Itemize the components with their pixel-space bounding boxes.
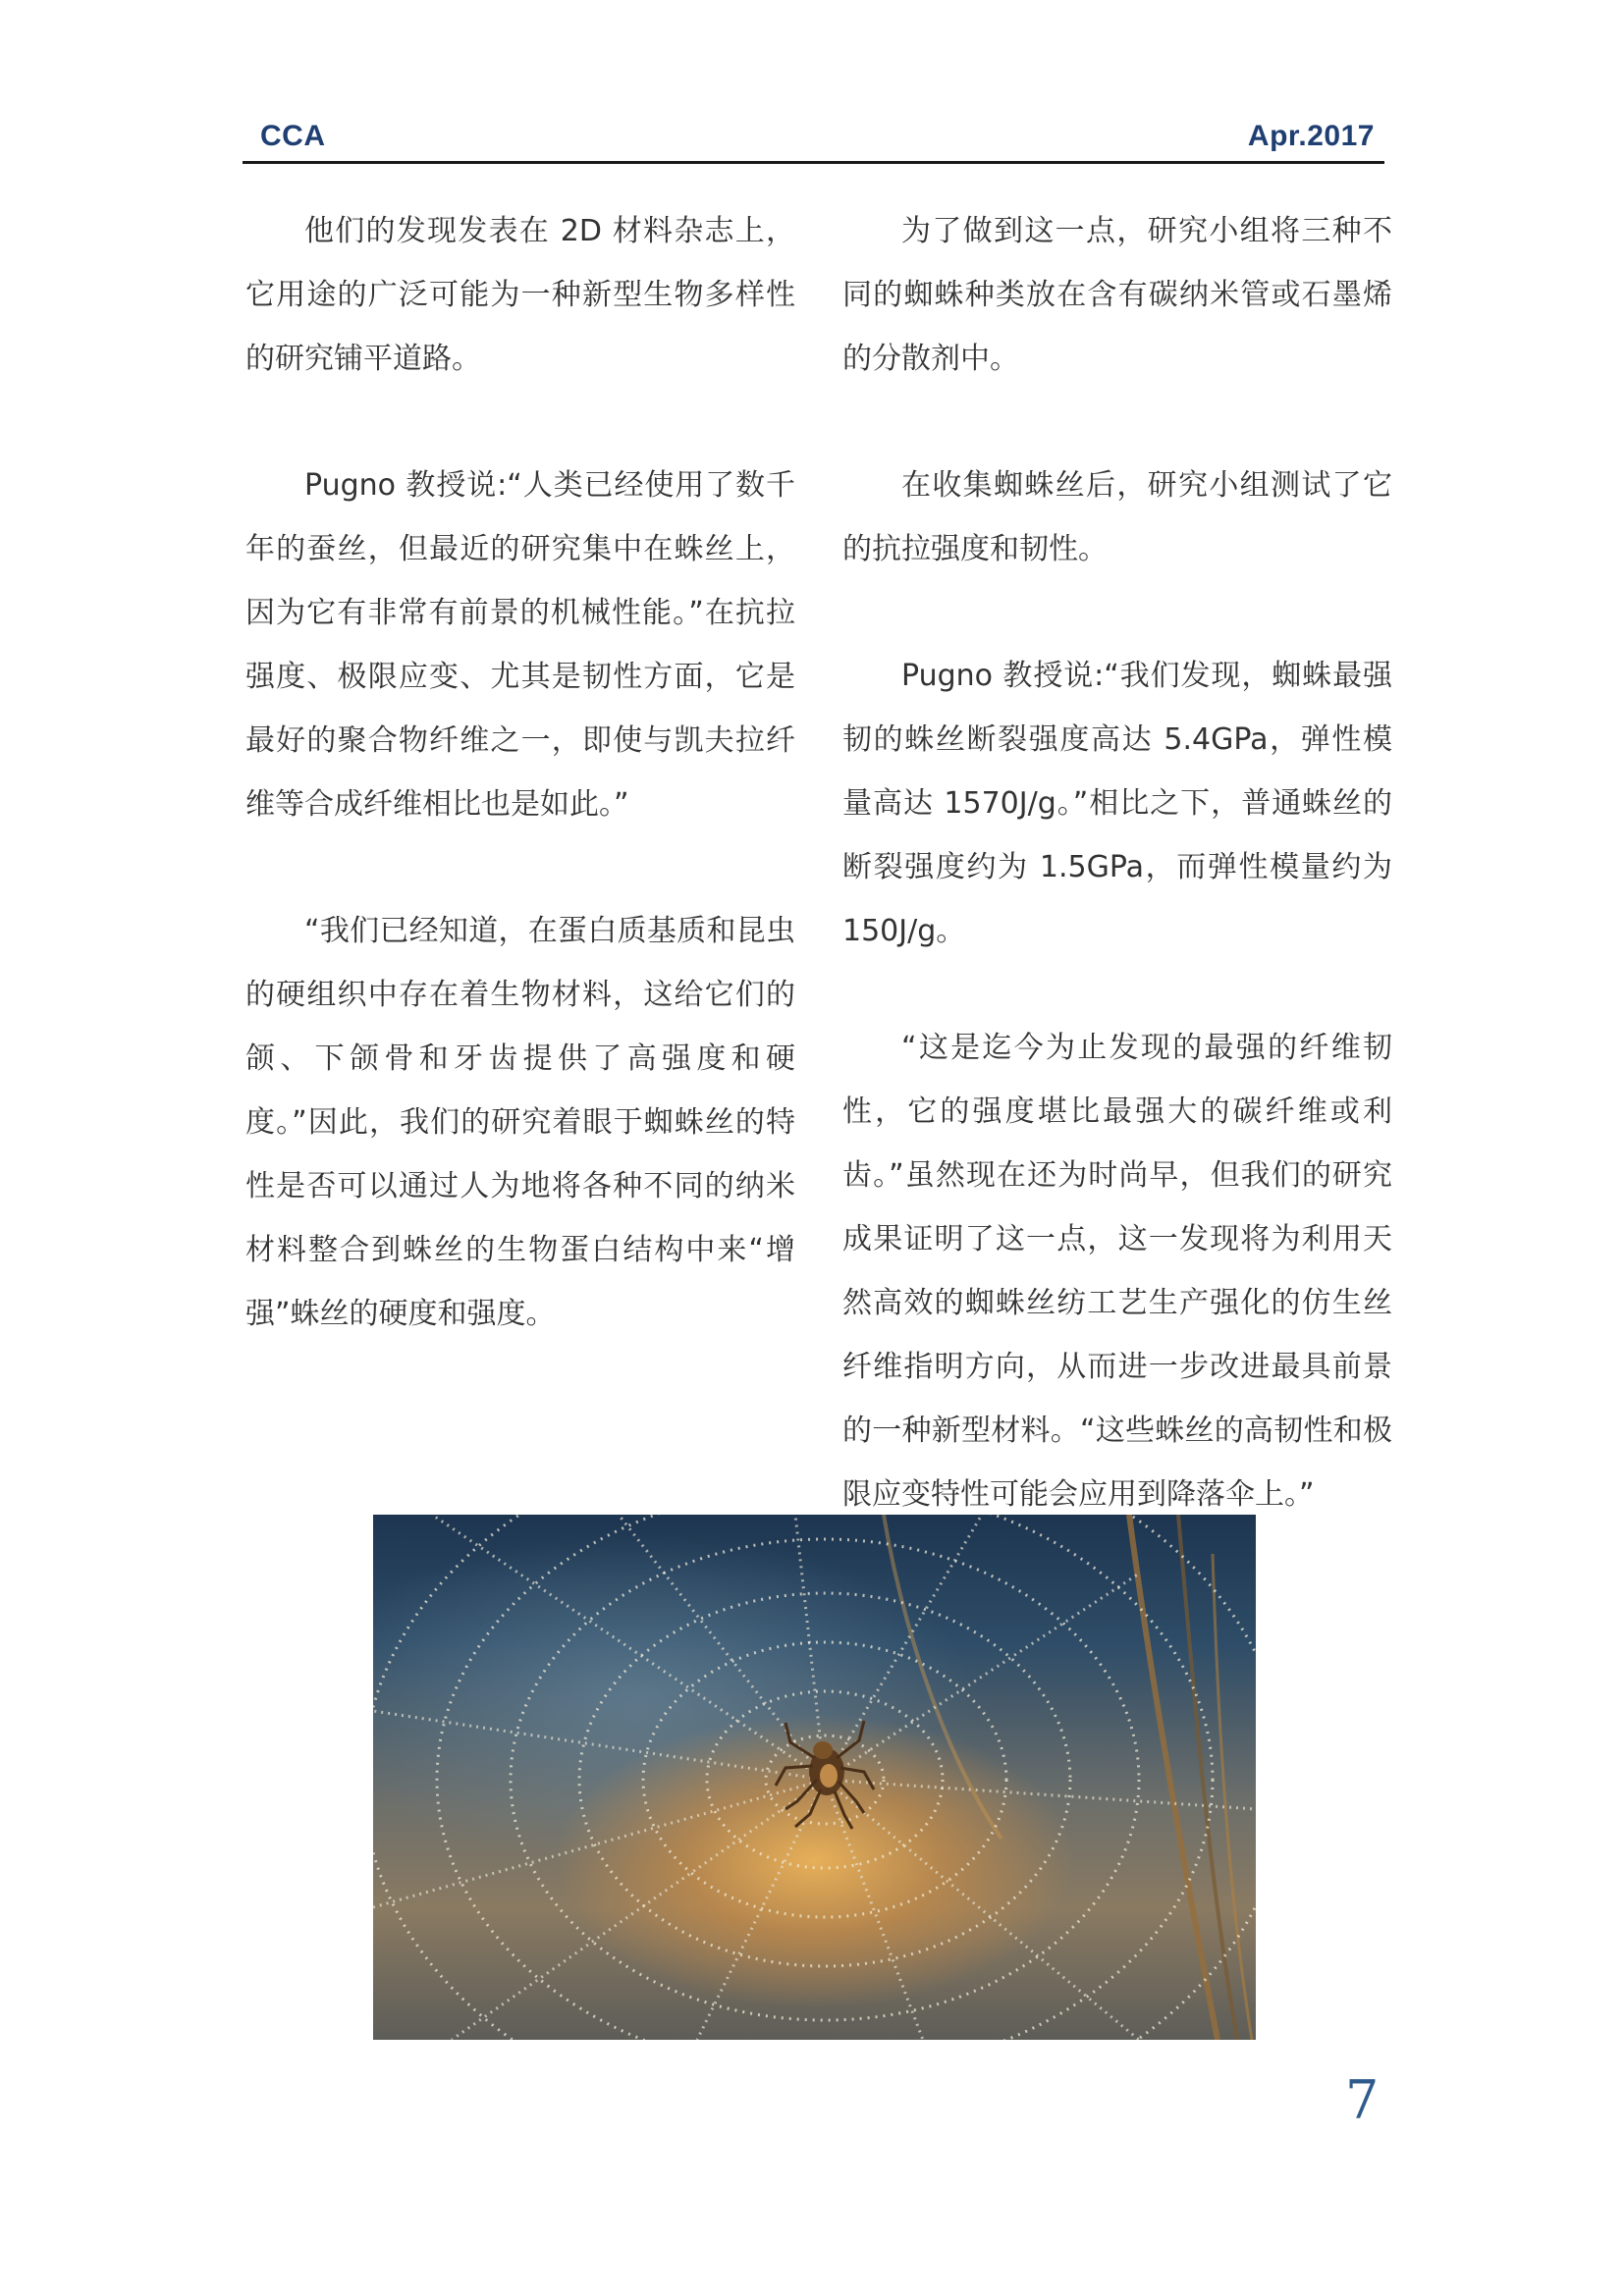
spider-web-illustration (373, 1515, 1256, 2040)
paragraph: 为了做到这一点，研究小组将三种不同的蜘蛛种类放在含有碳纳米管或石墨烯的分散剂中。 (842, 214, 1392, 376)
spider-web-photo (373, 1515, 1256, 2040)
paragraph: 在收集蜘蛛丝后，研究小组测试了它的抗拉强度和韧性。 (842, 468, 1392, 566)
left-column (245, 199, 795, 1409)
paragraph: “我们已经知道，在蛋白质基质和昆虫的硬组织中存在着生物材料，这给它们的颌、下颌骨和牙齿提供了高强度和硬度。”因此，我们的研究着眼于蜘蛛丝的特性是否可以通过人为地将各种不同的纳米材料整合到蛛丝的生物蛋白结构中来“增强”蛛丝的硬度和强度。 (245, 914, 795, 1331)
right-column (842, 199, 1392, 1589)
paragraph: “这是迄今为止发现的最强的纤维韧性，它的强度堪比最强大的碳纤维或利齿。”虽然现在还为时尚早，但我们的研究成果证明了这一点，这一发现将为利用天然高效的蜘蛛丝纺工艺生产强化的仿生丝纤维指明方向，从而进一步改进最具前景的一种新型材料。“这些蛛丝的高韧性和极限应变特性可能会应用到降落伞上。” (842, 1031, 1392, 1512)
issue-date: Apr.2017 (1247, 120, 1375, 152)
paragraph: Pugno 教授说:“我们发现，蜘蛛最强韧的蛛丝断裂强度高达 5.4GPa，弹性模量高达 1570J/g。”相比之下，普通蛛丝的断裂强度约为 1.5GPa，而弹性模量约为 150J/g。 (842, 659, 1392, 948)
paragraph: Pugno 教授说:“人类已经使用了数千年的蚕丝，但最近的研究集中在蛛丝上，因为它有非常有前景的机械性能。”在抗拉强度、极限应变、尤其是韧性方面，它是最好的聚合物纤维之一，即使与凯夫拉纤维等合成纤维相比也是如此。” (245, 468, 795, 822)
paragraph: 他们的发现发表在 2D 材料杂志上，它用途的广泛可能为一种新型生物多样性的研究铺平道路。 (245, 214, 795, 376)
page-header (243, 116, 1384, 164)
publication-name: CCA (260, 120, 326, 152)
page-number: 7 (1345, 2069, 1380, 2131)
